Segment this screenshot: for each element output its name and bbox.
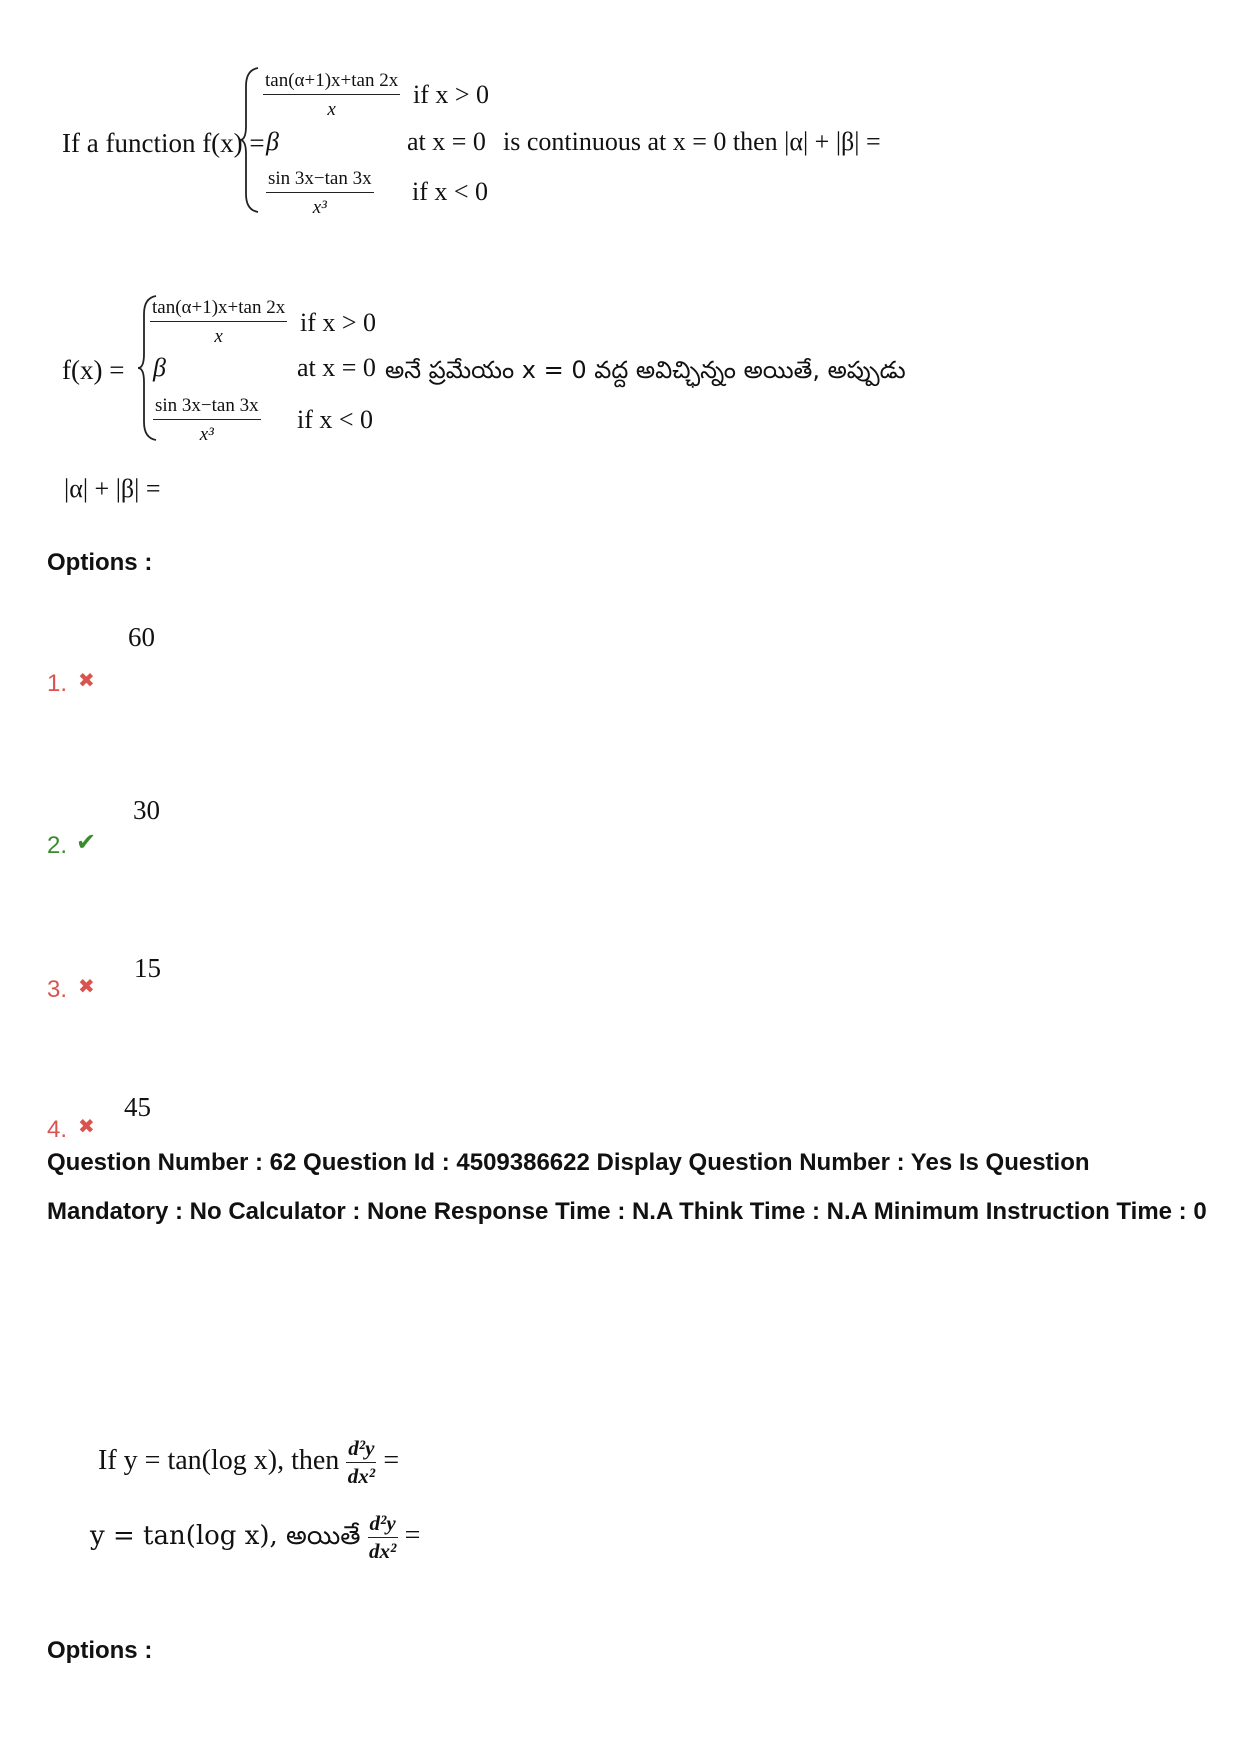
q61-te-case3-den: x³ — [199, 424, 214, 445]
q61-en-case3-fraction — [266, 168, 374, 219]
option-2-value: 30 — [133, 795, 160, 825]
q61-en-case1-num: tan(α+1)x+tan 2x — [263, 70, 400, 95]
option-1-value: 60 — [128, 622, 155, 652]
q61-te-tail: అనే ప్రమేయం x = 0 వద్ద అవిచ్ఛిన్నం అయితే, అప్పుడు — [385, 356, 906, 384]
cross-icon: ✖ — [78, 1116, 95, 1138]
option-4-number: 4. — [47, 1116, 68, 1143]
options-heading: Options : — [47, 549, 153, 576]
q61-en-case1-cond: if x > 0 — [413, 80, 490, 109]
q61-en-case3-cond: if x < 0 — [412, 177, 489, 206]
q61-en-case3-num: sin 3x−tan 3x — [266, 168, 374, 193]
q61-en-case1-fraction — [263, 70, 400, 121]
cross-icon: ✖ — [78, 670, 95, 692]
q61-te-case3-fraction — [153, 395, 261, 446]
q61-te-case1-den: x — [214, 326, 223, 347]
left-brace-icon — [238, 66, 262, 214]
q61-en-case2-cond: at x = 0 — [407, 127, 486, 156]
q61-en-case1-den: x — [327, 99, 336, 120]
q61-en-case3-den: x³ — [312, 197, 327, 218]
q61-te-case3-cond: if x < 0 — [297, 405, 374, 434]
q61-en-lead: If a function f(x) = — [62, 128, 265, 158]
option-4-value: 45 — [124, 1092, 151, 1122]
q61-en-tail: is continuous at x = 0 then |α| + |β| = — [503, 127, 881, 156]
option-2-number: 2. — [47, 832, 68, 859]
q61-te-lead: f(x) = — [62, 355, 125, 385]
q62-en-prefix: If y = tan(log x), then — [98, 1445, 340, 1477]
q61-te-case2-cond: at x = 0 — [297, 353, 376, 382]
q61-te-case3-num: sin 3x−tan 3x — [153, 395, 261, 420]
q62-en-equals: = — [383, 1445, 400, 1477]
q62-te-frac-den: dx² — [368, 1539, 397, 1564]
q62-en-frac-num: d²y — [346, 1437, 376, 1463]
cross-icon: ✖ — [78, 976, 95, 998]
option-3-value: 15 — [134, 953, 161, 983]
question-metadata: Question Number : 62 Question Id : 4509386622 Display Question Number : Yes Is Question Mandatory : No Calculator : None Response Time : N.A Think Time : N.A Minimum Instruction Time : 0 — [47, 1149, 1207, 1225]
q62-en-frac-den: dx² — [347, 1464, 375, 1489]
q62-te-second-derivative — [368, 1512, 398, 1563]
option-1-number: 1. — [47, 670, 68, 697]
q61-en-case2-val: β — [266, 127, 279, 156]
option-3-number: 3. — [47, 976, 68, 1003]
q62-te-prefix: y = tan(log x), అయితే — [90, 1521, 361, 1552]
q62-english-statement — [98, 1437, 399, 1488]
check-icon: ✔ — [76, 829, 97, 856]
q61-te-case1-cond: if x > 0 — [300, 308, 377, 337]
q61-te-case1-fraction — [150, 297, 287, 348]
q62-en-second-derivative — [346, 1437, 376, 1488]
q62-te-frac-num: d²y — [368, 1512, 398, 1538]
q61-te-case2-val: β — [153, 353, 166, 382]
q62-telugu-statement — [90, 1512, 420, 1563]
q62-te-equals: = — [404, 1520, 421, 1552]
options-heading: Options : — [47, 1637, 153, 1664]
q61-te-case1-num: tan(α+1)x+tan 2x — [150, 297, 287, 322]
q61-te-result: |α| + |β| = — [64, 474, 161, 503]
